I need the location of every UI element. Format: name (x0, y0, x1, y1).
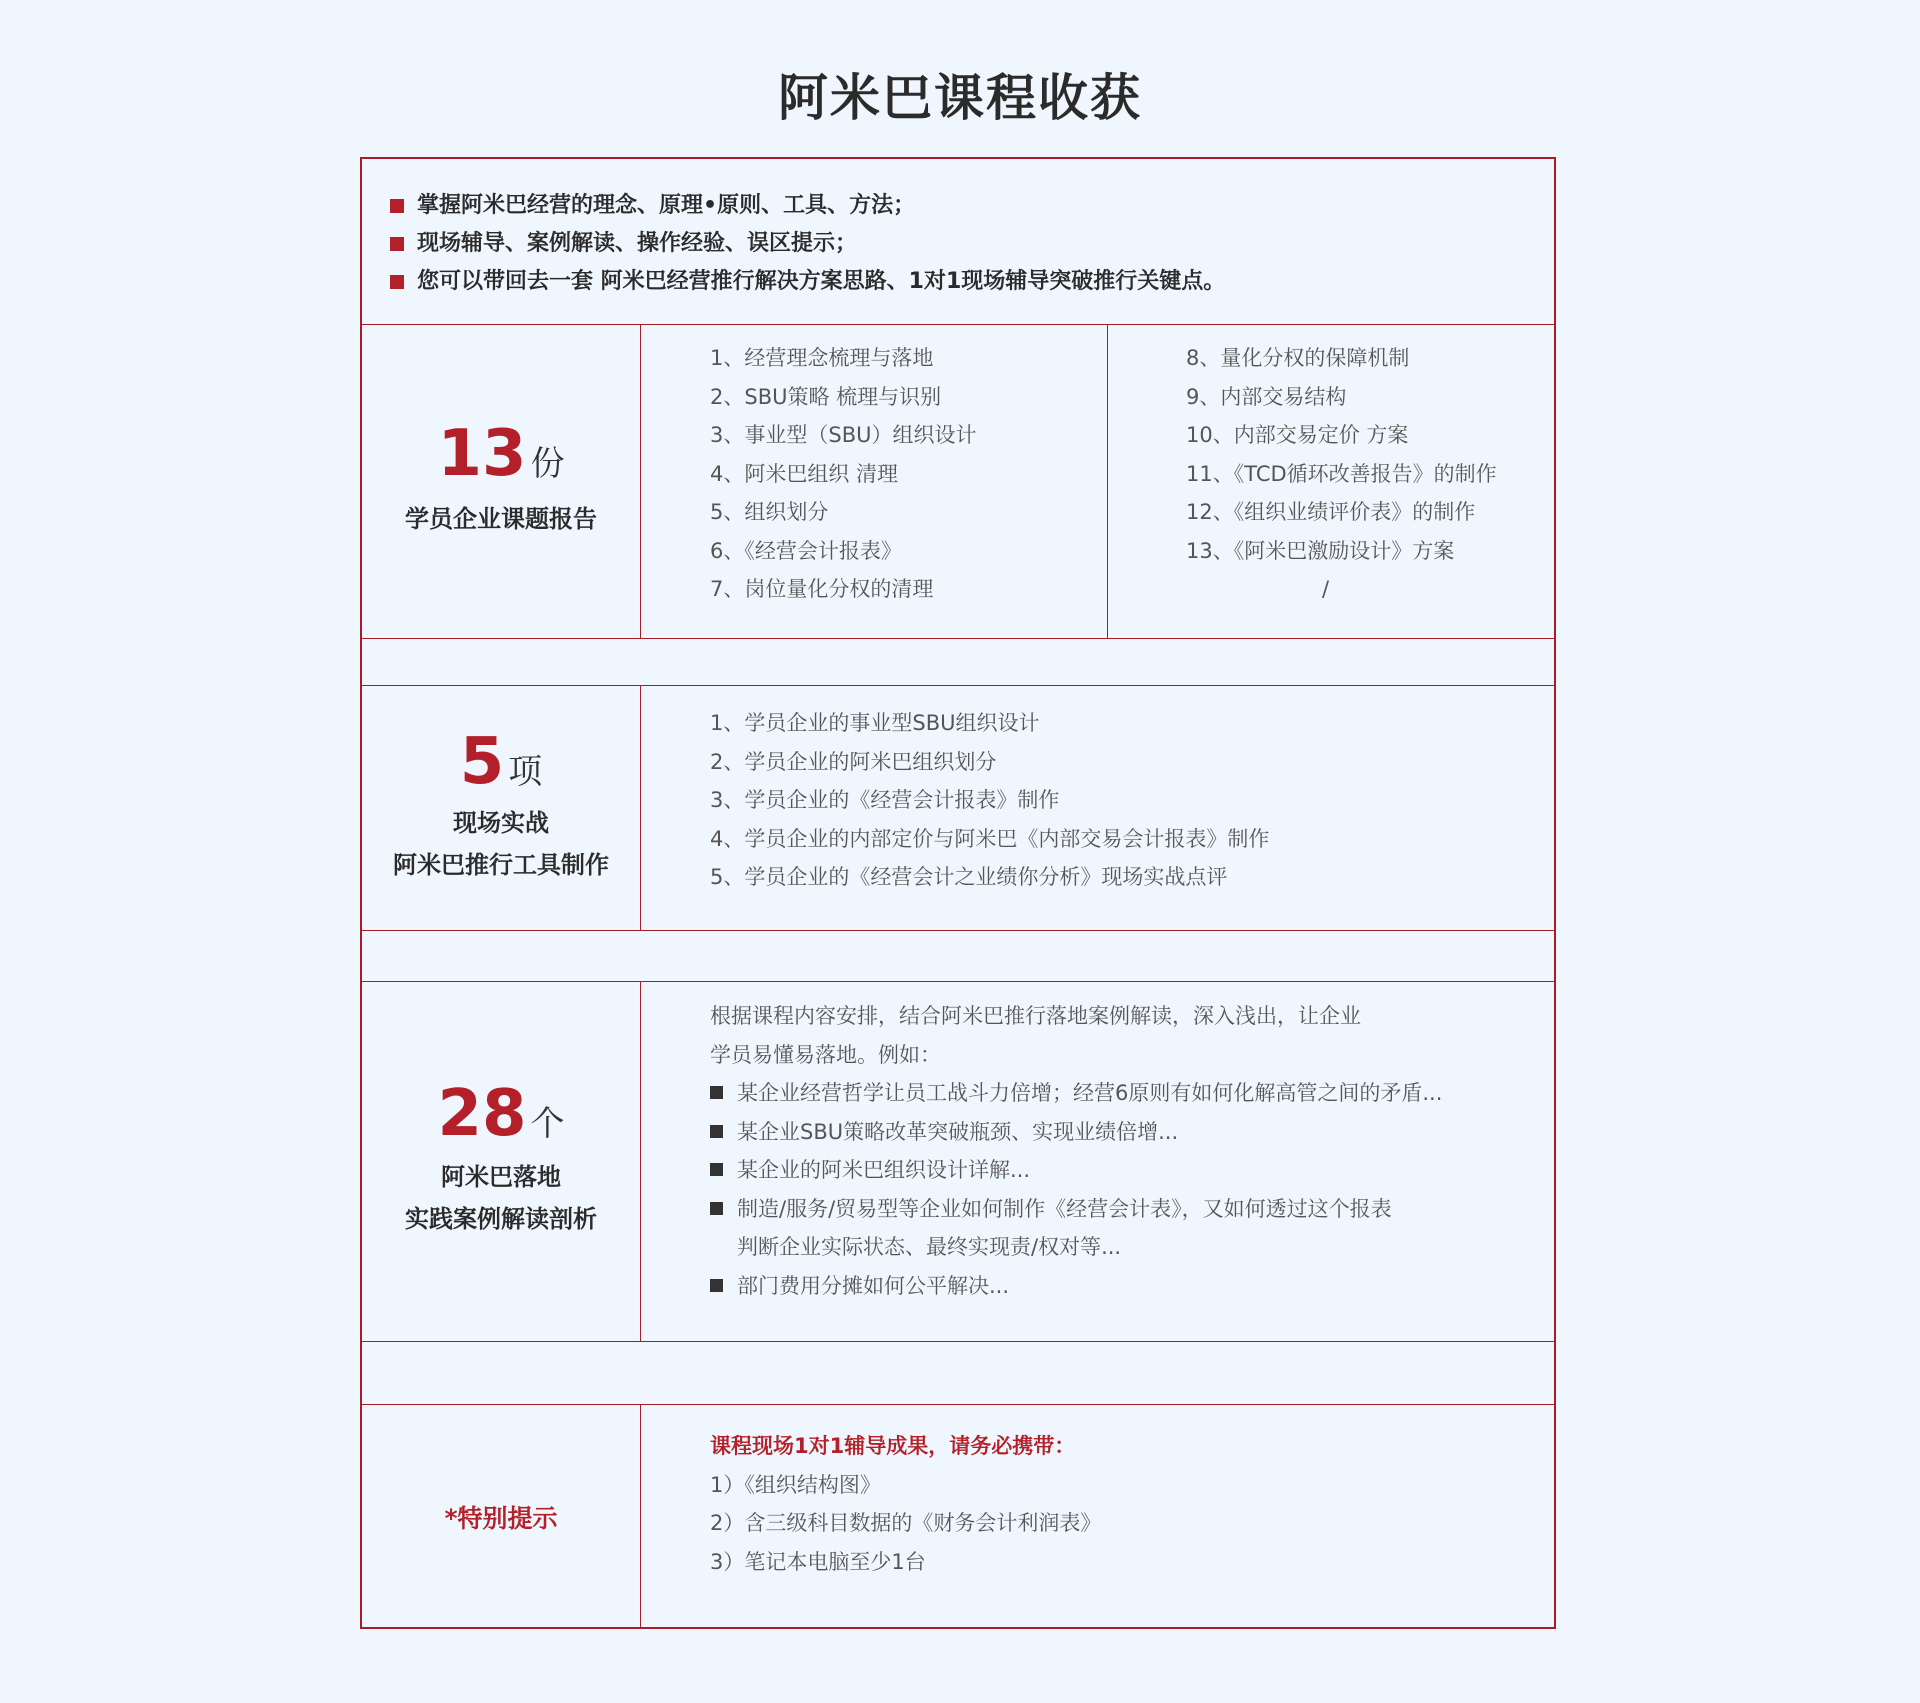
list-item: 1、经营理念梳理与落地 (710, 346, 934, 370)
list-item: 4、阿米巴组织 清理 (710, 461, 899, 486)
section1-summary (362, 324, 640, 638)
square-bullet-icon (710, 1279, 723, 1292)
section2-label: 阿米巴推行工具制作 (393, 850, 609, 879)
list-item: 13、《阿米巴激励设计》方案 (1186, 538, 1455, 563)
case-text-continued: 判断企业实际状态、最终实现责/权对等... (737, 1235, 1122, 1259)
intro-list (390, 187, 1225, 301)
intro-item (390, 225, 1225, 263)
list-item: 11、《TCD循环改善报告》的制作 (1186, 461, 1497, 486)
list-item: 7、岗位量化分权的清理 (710, 577, 934, 601)
case-text: 某企业SBU策略改革突破瓶颈、实现业绩倍增... (737, 1119, 1179, 1144)
case-item (710, 1151, 1442, 1190)
square-bullet-icon (390, 237, 404, 251)
case-item (710, 1267, 1442, 1306)
divider (362, 930, 1554, 931)
case-intro-line: 学员易懂易落地。例如： (710, 1042, 941, 1067)
section2-summary (362, 685, 640, 930)
divider (362, 1341, 1554, 1342)
section2-label: 现场实战 (453, 808, 549, 837)
section1-label: 学员企业课题报告 (405, 505, 597, 533)
divider (640, 981, 641, 1341)
list-item: 2、学员企业的阿米巴组织划分 (710, 749, 997, 774)
list-item: 4、学员企业的内部定价与阿米巴《内部交易会计报表》制作 (710, 826, 1270, 851)
section1-stat (437, 417, 565, 491)
list-item: 3、事业型（SBU）组织设计 (710, 423, 977, 447)
intro-item (390, 263, 1225, 301)
list-item: / (1322, 577, 1330, 601)
case-text: 制造/服务/贸易型等企业如何制作《经营会计表》，又如何透过这个报表 (737, 1196, 1392, 1221)
divider (640, 1404, 641, 1629)
bring-items-heading: 课程现场1对1辅导成果，请务必携带： (710, 1434, 1076, 1458)
section3-label: 实践案例解读剖析 (405, 1205, 597, 1233)
divider (1107, 324, 1108, 638)
section2-number: 5 (459, 724, 505, 799)
section4-summary (362, 1404, 640, 1629)
page-title: 阿米巴课程收获 (778, 69, 1142, 127)
section3-stat (437, 1077, 565, 1151)
section3-label: 阿米巴落地 (441, 1163, 561, 1191)
intro-item (390, 187, 1225, 225)
square-bullet-icon (710, 1163, 723, 1176)
list-item: 1）《组织结构图》 (710, 1472, 881, 1497)
case-item (710, 1074, 1442, 1113)
section1-number: 13 (437, 417, 527, 491)
special-tip-label: *特别提示 (444, 1503, 558, 1533)
section3-summary (362, 981, 640, 1341)
list-item: 3、学员企业的《经营会计报表》制作 (710, 788, 1060, 812)
list-item: 5、学员企业的《经营会计之业绩你分析》现场实战点评 (710, 865, 1228, 889)
square-bullet-icon (710, 1125, 723, 1138)
list-item: 1、学员企业的事业型SBU组织设计 (710, 711, 1040, 735)
section3-number: 28 (437, 1077, 527, 1151)
case-item (710, 1113, 1442, 1152)
list-item: 5、组织划分 (710, 500, 829, 524)
harvest-table (360, 157, 1556, 1629)
square-bullet-icon (390, 199, 404, 213)
list-item: 12、《组织业绩评价表》的制作 (1186, 500, 1476, 524)
divider (362, 638, 1554, 639)
list-item: 10、内部交易定价 方案 (1186, 423, 1409, 447)
square-bullet-icon (710, 1202, 723, 1215)
section2-unit: 项 (508, 751, 543, 792)
intro-text: 现场辅导、案例解读、操作经验、误区提示； (417, 231, 858, 256)
divider (640, 324, 641, 638)
case-text: 某企业经营哲学让员工战斗力倍增；经营6原则有如何化解高管之间的矛盾... (737, 1081, 1443, 1105)
divider (640, 685, 641, 930)
list-item: 8、量化分权的保障机制 (1186, 346, 1410, 370)
section2-stat (459, 724, 543, 799)
list-item: 2）含三级科目数据的《财务会计利润表》 (710, 1511, 1102, 1535)
section1-unit: 份 (530, 444, 565, 484)
square-bullet-icon (710, 1086, 723, 1099)
intro-text: 您可以带回去一套 阿米巴经营推行解决方案思路、1对1现场辅导突破推行关键点。 (417, 269, 1226, 294)
case-intro-line: 根据课程内容安排，结合阿米巴推行落地案例解读，深入浅出，让企业 (710, 1004, 1361, 1028)
section3-unit: 个 (530, 1104, 565, 1144)
section1-list-left (710, 339, 976, 609)
section2-list (710, 704, 1269, 897)
case-text: 部门费用分摊如何公平解决... (737, 1273, 1010, 1298)
square-bullet-icon (390, 275, 404, 289)
case-text: 某企业的阿米巴组织设计详解... (737, 1158, 1031, 1182)
list-item: 2、SBU策略 梳理与识别 (710, 384, 942, 409)
section4-list (710, 1427, 1101, 1581)
section1-list-right (1186, 339, 1497, 609)
intro-text: 掌握阿米巴经营的理念、原理•原则、工具、方法； (417, 193, 916, 218)
list-item: 6、《经营会计报表》 (710, 538, 902, 563)
list-item: 3）笔记本电脑至少1台 (710, 1549, 926, 1574)
list-item: 9、内部交易结构 (1186, 384, 1347, 409)
section3-list (710, 997, 1442, 1305)
case-item (710, 1190, 1442, 1229)
